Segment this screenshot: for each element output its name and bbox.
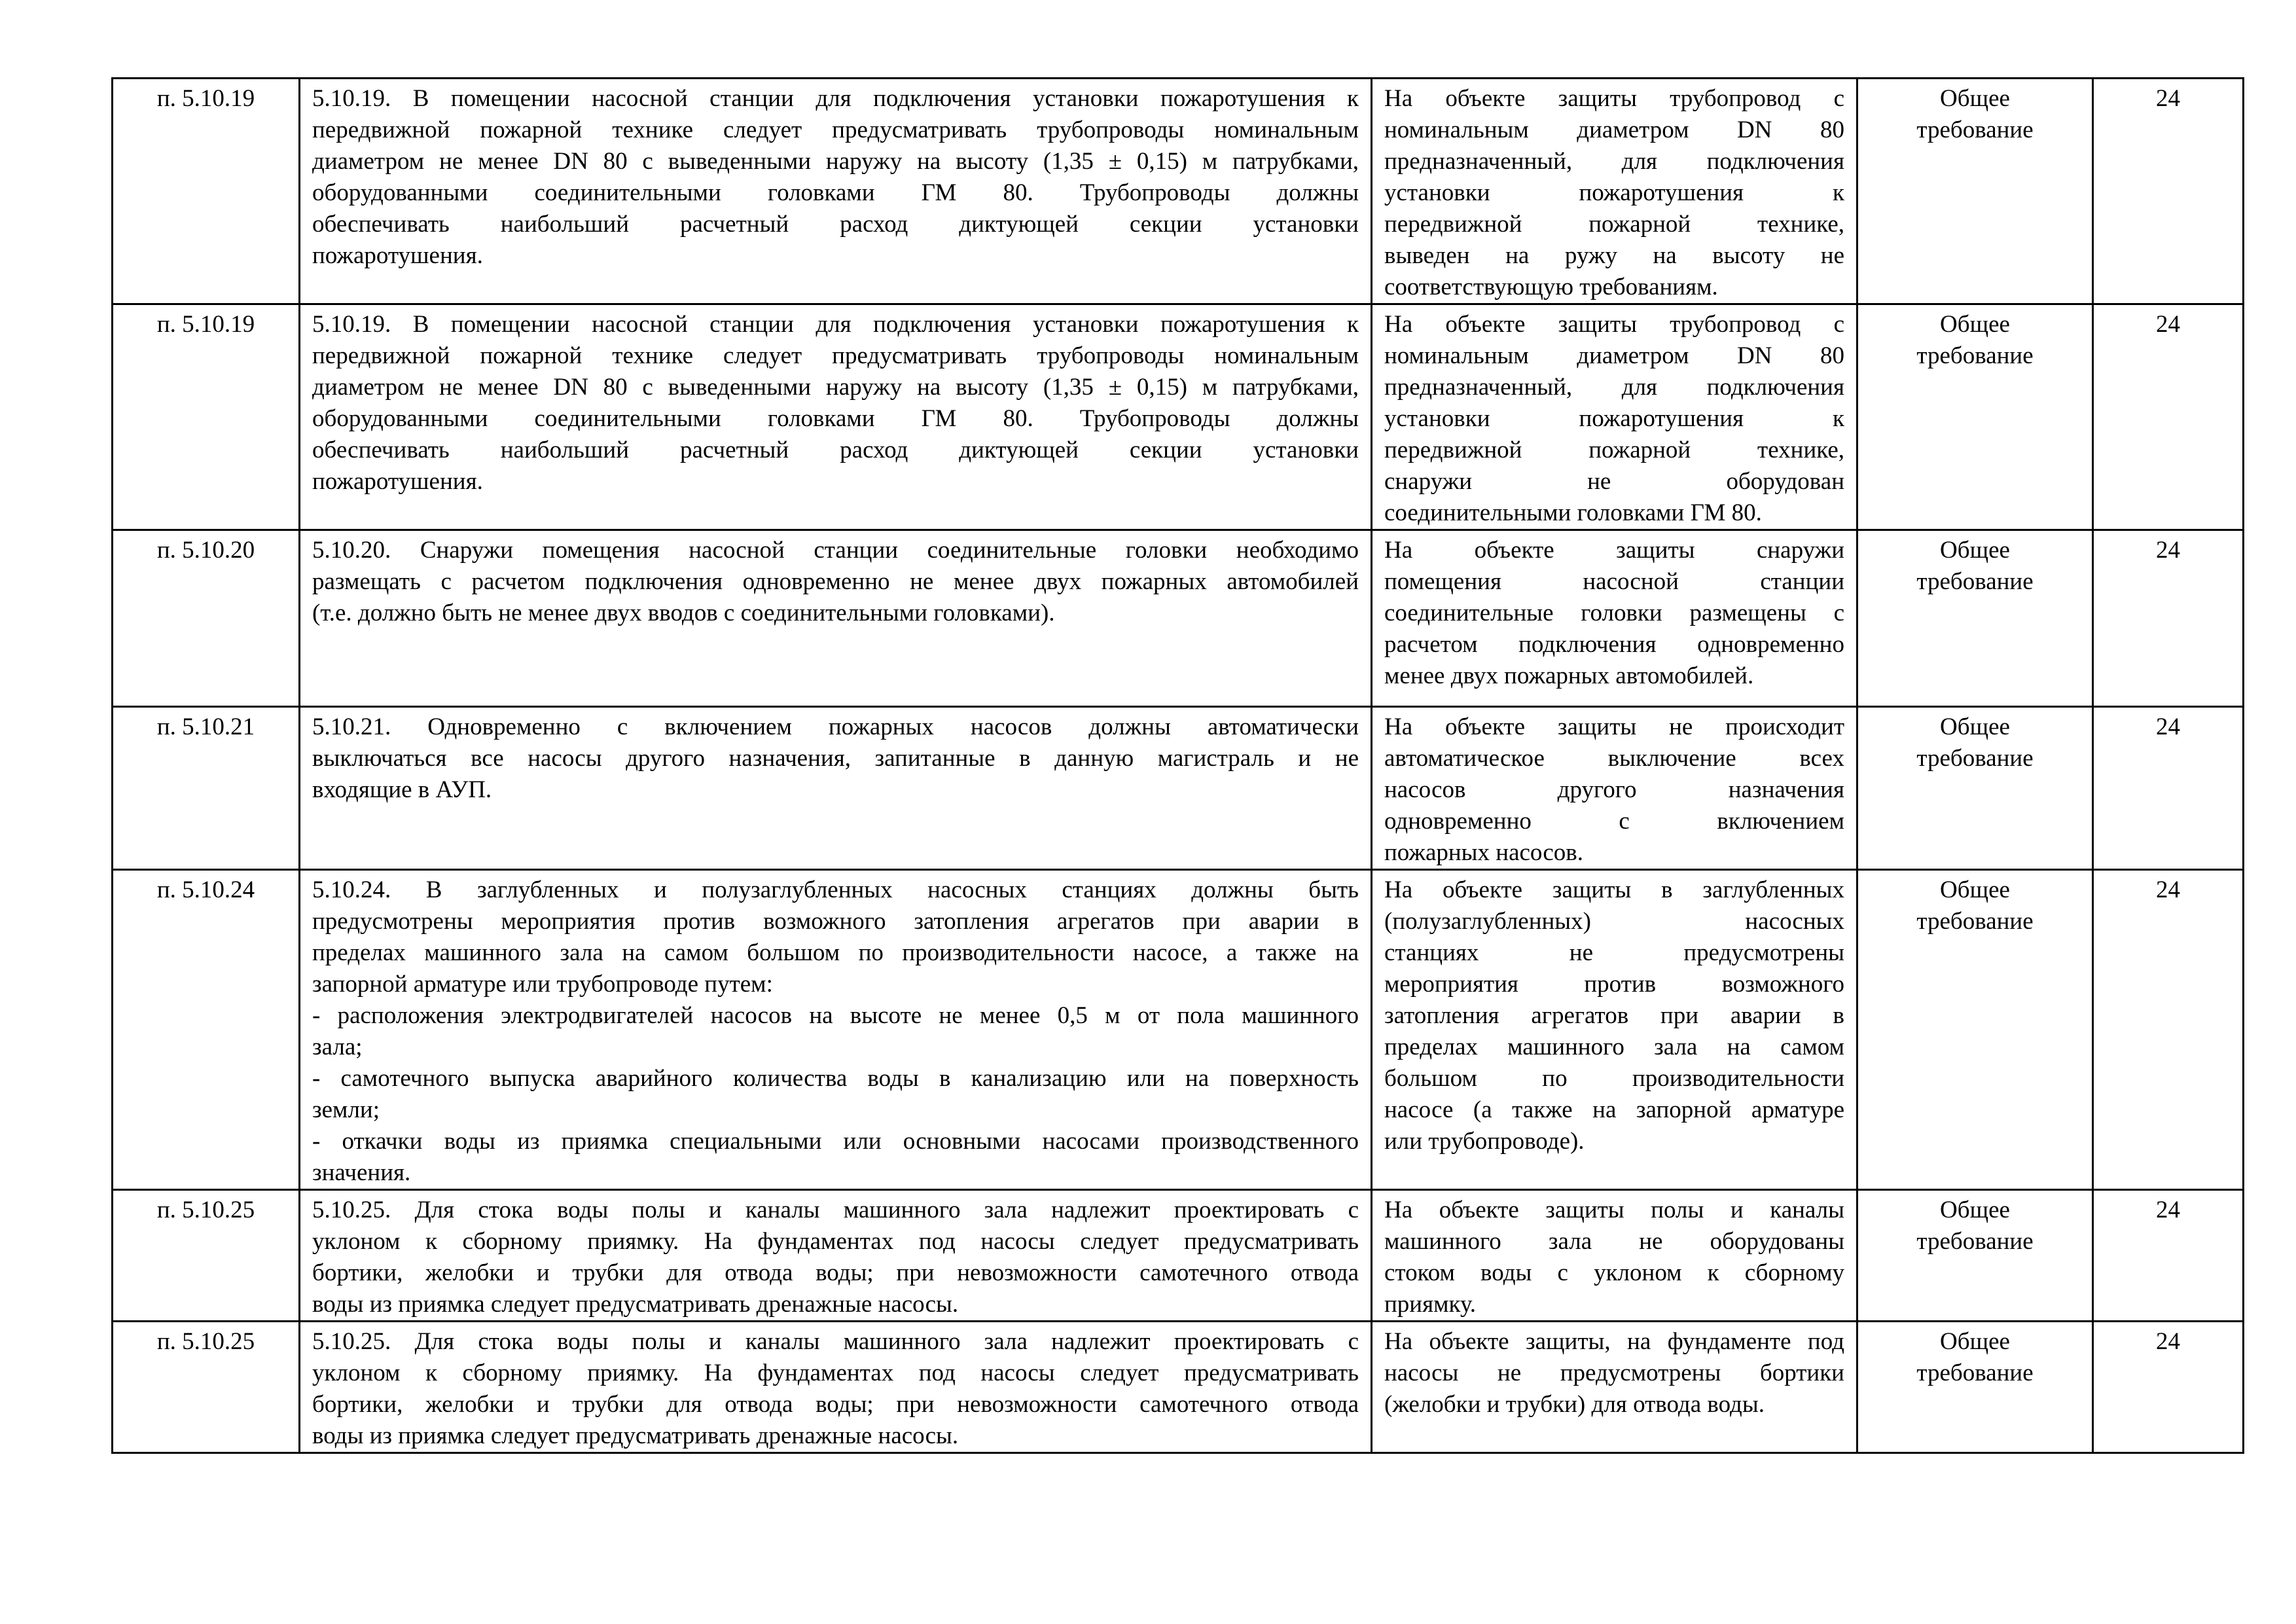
requirement-text-line: - откачки воды из приямка специальными или основными насосами производственного (312, 1128, 1359, 1155)
violation-text-line: На объекте защиты трубопровод с (1384, 311, 1844, 338)
violation-cell (1372, 304, 1857, 530)
violation-cell (1372, 707, 1857, 870)
row-number: 24 (2156, 311, 2180, 338)
requirement-text-line: запорной арматуре или трубопроводе путем: (312, 971, 773, 998)
violation-text-line: снаружи не оборудован (1384, 468, 1844, 495)
requirement-type-cell (1857, 707, 2093, 870)
requirement-text-line: пределах машинного зала на самом большом по производительности насосе, а также на (312, 939, 1359, 966)
clause-ref: п. 5.10.20 (156, 537, 255, 564)
requirement-text-line: входящие в АУП. (312, 776, 492, 803)
violation-text-line: соответствующую требованиям. (1384, 274, 1718, 300)
requirement-text-line: воды из приямка следует предусматривать дренажные насосы. (312, 1422, 959, 1449)
number-cell (2093, 1190, 2244, 1322)
requirement-type-cell (1857, 530, 2093, 707)
violation-text-line: На объекте защиты не происходит (1384, 713, 1844, 740)
violation-text-line: выведен на ружу на высоту не (1384, 242, 1844, 269)
requirement-text-cell (300, 1322, 1372, 1453)
table-row (113, 304, 2244, 530)
violation-text-line: установки пожаротушения к (1384, 405, 1844, 432)
requirement-type-word: Общее (1940, 311, 2010, 338)
table-row (113, 707, 2244, 870)
violation-text-line: насосов другого назначения (1384, 776, 1844, 803)
number-cell (2093, 530, 2244, 707)
violation-text-line: На объекте защиты полы и каналы (1384, 1197, 1844, 1223)
row-number: 24 (2156, 1328, 2180, 1355)
requirement-text-line: выключаться все насосы другого назначения, запитанные в данную магистраль и не (312, 745, 1359, 772)
violation-text-line: номинальным диаметром DN 80 (1384, 117, 1844, 143)
clause-ref: п. 5.10.25 (156, 1328, 255, 1355)
requirement-text-line: уклоном к сборному приямку. На фундаментах под насосы следует предусматривать (312, 1228, 1359, 1255)
requirement-text-line: уклоном к сборному приямку. На фундаментах под насосы следует предусматривать (312, 1360, 1359, 1386)
requirement-type-word: требование (1916, 342, 2034, 369)
violation-text-line: расчетом подключения одновременно (1384, 631, 1844, 658)
requirement-text-line: 5.10.19. В помещении насосной станции для подключения установки пожаротушения к (312, 85, 1359, 112)
requirement-text-cell (300, 530, 1372, 707)
requirement-type-word: Общее (1940, 85, 2010, 112)
violation-text-line: автоматическое выключение всех (1384, 745, 1844, 772)
requirement-type-word: требование (1916, 117, 2034, 143)
violation-cell (1372, 79, 1857, 304)
clause-cell (113, 530, 300, 707)
requirement-type-word: Общее (1940, 537, 2010, 564)
requirement-text-line: оборудованными соединительными головками ГМ 80. Трубопроводы должны (312, 405, 1359, 432)
clause-ref: п. 5.10.21 (156, 713, 255, 740)
table-row (113, 530, 2244, 707)
violation-text-line: На объекте защиты в заглубленных (1384, 876, 1844, 903)
violation-text-line: соединительные головки размещены с (1384, 600, 1844, 626)
clause-cell (113, 79, 300, 304)
violation-text-line: насосы не предусмотрены бортики (1384, 1360, 1844, 1386)
row-number: 24 (2156, 713, 2180, 740)
violation-text-line: На объекте защиты снаружи (1384, 537, 1844, 564)
violation-text-line: передвижной пожарной технике, (1384, 437, 1844, 463)
requirement-type-word: Общее (1940, 1328, 2010, 1355)
requirement-type-word: требование (1916, 568, 2034, 595)
number-cell (2093, 707, 2244, 870)
number-cell (2093, 1322, 2244, 1453)
requirement-type-word: требование (1916, 1360, 2034, 1386)
violation-cell (1372, 1190, 1857, 1322)
requirement-text-line: бортики, желобки и трубки для отвода воды; при невозможности самотечного отвода (312, 1259, 1359, 1286)
requirement-text-line: 5.10.19. В помещении насосной станции для подключения установки пожаротушения к (312, 311, 1359, 338)
requirement-text-line: предусмотрены мероприятия против возможного затопления агрегатов при аварии в (312, 908, 1359, 935)
violation-text-line: машинного зала не оборудованы (1384, 1228, 1844, 1255)
requirement-type-cell (1857, 304, 2093, 530)
row-number: 24 (2156, 1197, 2180, 1223)
violation-cell (1372, 1322, 1857, 1453)
violation-text-line: затопления агрегатов при аварии в (1384, 1002, 1844, 1029)
requirement-text-line: зала; (312, 1034, 363, 1060)
requirement-type-word: Общее (1940, 876, 2010, 903)
violation-text-line: предназначенный, для подключения (1384, 374, 1844, 401)
number-cell (2093, 870, 2244, 1190)
requirement-text-line: обеспечивать наибольший расчетный расход диктующей секции установки (312, 437, 1359, 463)
clause-ref: п. 5.10.25 (156, 1197, 255, 1223)
violation-text-line: или трубопроводе). (1384, 1128, 1585, 1155)
violation-cell (1372, 530, 1857, 707)
violation-text-line: помещения насосной станции (1384, 568, 1844, 595)
requirement-text-line: 5.10.24. В заглубленных и полузаглубленных насосных станциях должны быть (312, 876, 1359, 903)
requirement-text-line: пожаротушения. (312, 468, 483, 495)
requirement-text-line: - расположения электродвигателей насосов на высоте не менее 0,5 м от пола машинного (312, 1002, 1359, 1029)
table-row (113, 870, 2244, 1190)
requirement-text-line: 5.10.25. Для стока воды полы и каналы машинного зала надлежит проектировать с (312, 1197, 1359, 1223)
row-number: 24 (2156, 537, 2180, 564)
number-cell (2093, 304, 2244, 530)
requirement-type-word: Общее (1940, 713, 2010, 740)
requirement-type-word: требование (1916, 908, 2034, 935)
requirement-text-line: размещать с расчетом подключения одновременно не менее двух пожарных автомобилей (312, 568, 1359, 595)
violation-cell (1372, 870, 1857, 1190)
violation-text-line: передвижной пожарной технике, (1384, 211, 1844, 238)
requirement-text-cell (300, 79, 1372, 304)
requirement-text-line: (т.е. должно быть не менее двух вводов с соединительными головками). (312, 600, 1055, 626)
requirement-text-line: 5.10.20. Снаружи помещения насосной станции соединительные головки необходимо (312, 537, 1359, 564)
requirement-text-line: пожаротушения. (312, 242, 483, 269)
requirement-text-line: воды из приямка следует предусматривать дренажные насосы. (312, 1291, 959, 1318)
violation-text-line: предназначенный, для подключения (1384, 148, 1844, 175)
clause-cell (113, 707, 300, 870)
violation-text-line: На объекте защиты, на фундаменте под (1384, 1328, 1844, 1355)
violation-text-line: станциях не предусмотрены (1384, 939, 1844, 966)
row-number: 24 (2156, 876, 2180, 903)
violation-text-line: (полузаглубленных) насосных (1384, 908, 1844, 935)
requirement-text-line: - самотечного выпуска аварийного количества воды в канализацию или на поверхность (312, 1065, 1359, 1092)
requirement-type-cell (1857, 1190, 2093, 1322)
violation-text-line: На объекте защиты трубопровод с (1384, 85, 1844, 112)
requirement-type-cell (1857, 1322, 2093, 1453)
requirement-type-cell (1857, 79, 2093, 304)
requirement-text-line: значения. (312, 1159, 411, 1186)
requirement-text-cell (300, 1190, 1372, 1322)
number-cell (2093, 79, 2244, 304)
requirement-type-word: требование (1916, 1228, 2034, 1255)
clause-ref: п. 5.10.19 (156, 85, 255, 112)
clause-cell (113, 1322, 300, 1453)
requirement-text-line: передвижной пожарной технике следует предусматривать трубопроводы номинальным (312, 117, 1359, 143)
requirement-type-word: Общее (1940, 1197, 2010, 1223)
requirement-type-word: требование (1916, 745, 2034, 772)
violation-text-line: стоком воды с уклоном к сборному (1384, 1259, 1844, 1286)
violation-text-line: одновременно с включением (1384, 808, 1844, 835)
requirement-text-line: диаметром не менее DN 80 с выведенными наружу на высоту (1,35 ± 0,15) м патрубками, (312, 148, 1359, 175)
violation-text-line: большом по производительности (1384, 1065, 1844, 1092)
violation-text-line: пожарных насосов. (1384, 839, 1583, 866)
requirement-text-line: бортики, желобки и трубки для отвода воды; при невозможности самотечного отвода (312, 1391, 1359, 1418)
requirement-text-line: диаметром не менее DN 80 с выведенными наружу на высоту (1,35 ± 0,15) м патрубками, (312, 374, 1359, 401)
violation-text-line: пределах машинного зала на самом (1384, 1034, 1844, 1060)
violation-text-line: мероприятия против возможного (1384, 971, 1844, 998)
clause-cell (113, 304, 300, 530)
requirement-text-line: 5.10.25. Для стока воды полы и каналы машинного зала надлежит проектировать с (312, 1328, 1359, 1355)
requirement-text-line: передвижной пожарной технике следует предусматривать трубопроводы номинальным (312, 342, 1359, 369)
row-number: 24 (2156, 85, 2180, 112)
table-row (113, 79, 2244, 304)
table-row (113, 1322, 2244, 1453)
clause-cell (113, 1190, 300, 1322)
requirement-text-line: обеспечивать наибольший расчетный расход диктующей секции установки (312, 211, 1359, 238)
requirement-text-cell (300, 870, 1372, 1190)
requirements-table (111, 77, 2244, 1454)
violation-text-line: соединительными головками ГМ 80. (1384, 499, 1762, 526)
clause-cell (113, 870, 300, 1190)
requirement-text-cell (300, 707, 1372, 870)
violation-text-line: номинальным диаметром DN 80 (1384, 342, 1844, 369)
violation-text-line: приямку. (1384, 1291, 1477, 1318)
clause-ref: п. 5.10.19 (156, 311, 255, 338)
requirement-text-line: оборудованными соединительными головками ГМ 80. Трубопроводы должны (312, 179, 1359, 206)
requirement-text-line: 5.10.21. Одновременно с включением пожарных насосов должны автоматически (312, 713, 1359, 740)
requirement-text-cell (300, 304, 1372, 530)
clause-ref: п. 5.10.24 (156, 876, 255, 903)
requirements-table-body (113, 79, 2244, 1453)
violation-text-line: установки пожаротушения к (1384, 179, 1844, 206)
violation-text-line: насосе (а также на запорной арматуре (1384, 1096, 1844, 1123)
requirement-text-line: земли; (312, 1096, 380, 1123)
table-row (113, 1190, 2244, 1322)
violation-text-line: менее двух пожарных автомобилей. (1384, 662, 1754, 689)
violation-text-line: (желобки и трубки) для отвода воды. (1384, 1391, 1765, 1418)
requirement-type-cell (1857, 870, 2093, 1190)
